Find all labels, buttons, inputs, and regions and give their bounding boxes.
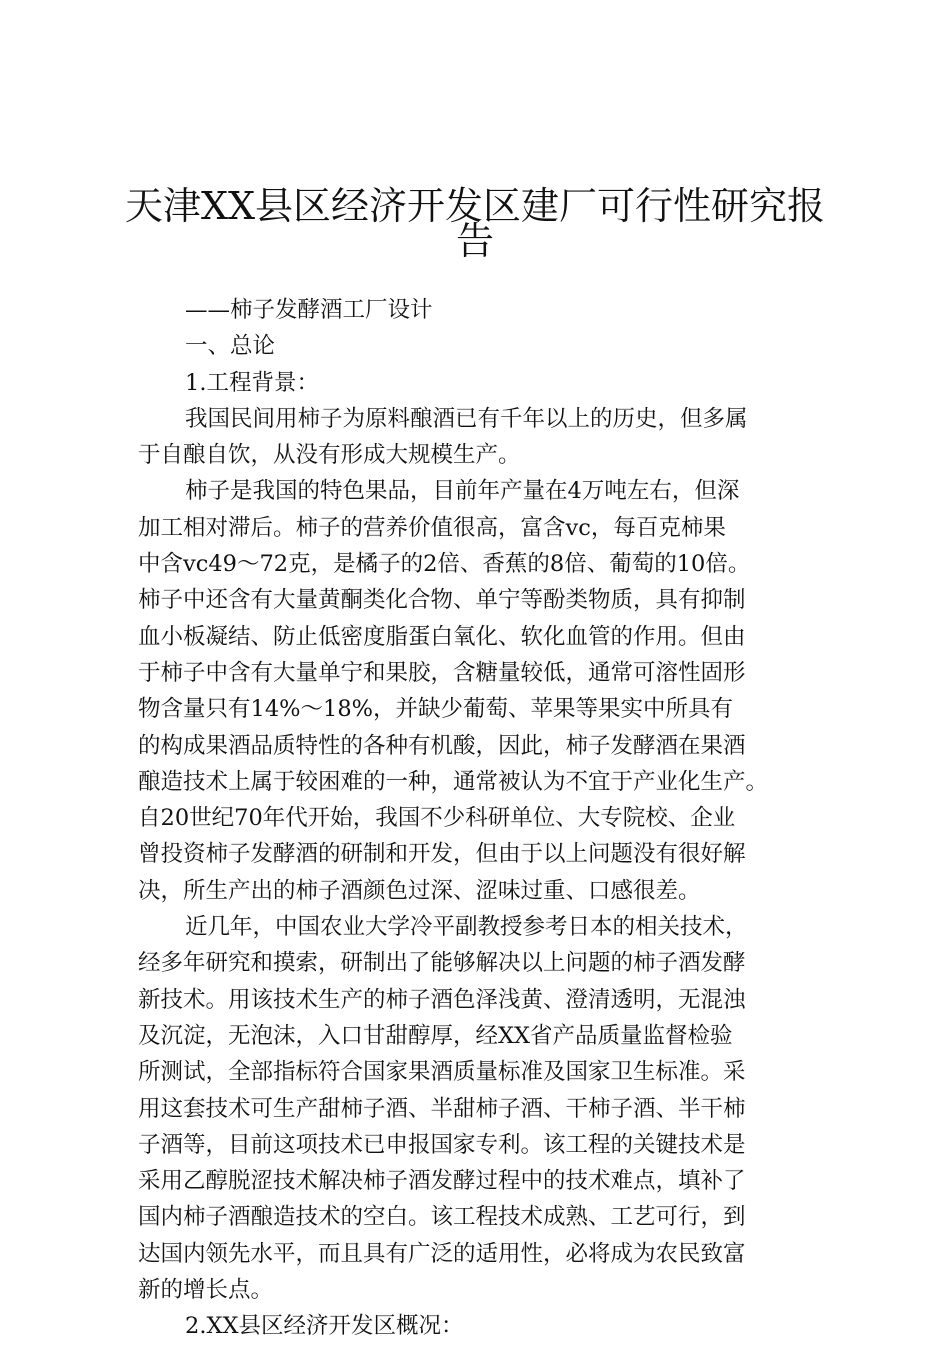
text-line: 决，所生产出的柿子酒颜色过深、涩味过重、口感很差。 [138, 877, 701, 904]
text-line: 及沉淀，无泡沫，入口甘甜醇厚，经XX省产品质量监督检验 [138, 1022, 733, 1049]
text-line: 采用乙醇脱涩技术解决柿子酒发酵过程中的技术难点，填补了 [138, 1168, 746, 1195]
text-line: 曾投资柿子发酵酒的研制和开发，但由于以上问题没有很好解 [138, 841, 746, 868]
text-line: ——柿子发酵酒工厂设计 [185, 297, 433, 323]
text-line: 国内柿子酒酿造技术的空白。该工程技术成熟、工艺可行，到 [138, 1204, 746, 1231]
text-line: 用这套技术可生产甜柿子酒、半甜柿子酒、干柿子酒、半干柿 [138, 1095, 746, 1122]
text-line: 我国民间用柿子为原料酿酒已有千年以上的历史，但多属 [185, 405, 748, 432]
text-line: 一、总论 [185, 333, 276, 360]
text-line: 柿子是我国的特色果品，目前年产量在4万吨左右，但深 [185, 478, 740, 505]
text-line: 于自酿自饮，从没有形成大规模生产。 [138, 442, 521, 469]
text-line: 血小板凝结、防止低密度脂蛋白氧化、软化血管的作用。但由 [138, 623, 746, 650]
text-line: 自20世纪70年代开始，我国不少科研单位、大专院校、企业 [138, 805, 736, 832]
text-line: 达国内领先水平，而且具有广泛的适用性，必将成为农民致富 [138, 1240, 746, 1267]
text-line: 新的增长点。 [138, 1277, 274, 1304]
text-line: 加工相对滞后。柿子的营养价值很高，富含vc，每百克柿果 [138, 514, 726, 541]
document-title-line-2: 告 [455, 219, 494, 263]
document-title-line-1: 天津XX县区经济开发区建厂可行性研究报 [124, 184, 826, 228]
text-line: 于柿子中含有大量单宁和果胶，含糖量较低，通常可溶性固形 [138, 659, 746, 686]
document-body [138, 292, 838, 1345]
text-line: 2.XX县区经济开发区概况： [185, 1313, 464, 1340]
text-line: 经多年研究和摸索，研制出了能够解决以上问题的柿子酒发酵 [138, 950, 746, 977]
text-line: 酿造技术上属于较困难的一种，通常被认为不宜于产业化生产。 [138, 768, 769, 795]
text-line: 所测试，全部指标符合国家果酒质量标准及国家卫生标准。采 [138, 1059, 746, 1086]
text-line: 物含量只有14%～18%，并缺少葡萄、苹果等果实中所具有 [138, 696, 734, 723]
text-line: 中含vc49～72克，是橘子的2倍、香蕉的8倍、葡萄的10倍。 [138, 551, 751, 578]
text-line: 子酒等，目前这项技术已申报国家专利。该工程的关键技术是 [138, 1131, 746, 1158]
text-line: 的构成果酒品质特性的各种有机酸，因此，柿子发酵酒在果酒 [138, 732, 746, 759]
text-line: 近几年，中国农业大学冷平副教授参考日本的相关技术， [185, 914, 748, 941]
text-line: 柿子中还含有大量黄酮类化合物、单宁等酚类物质，具有抑制 [138, 587, 746, 614]
text-line: 新技术。用该技术生产的柿子酒色泽浅黄、澄清透明，无混浊 [138, 986, 746, 1013]
text-line: 1.工程背景： [185, 369, 319, 396]
